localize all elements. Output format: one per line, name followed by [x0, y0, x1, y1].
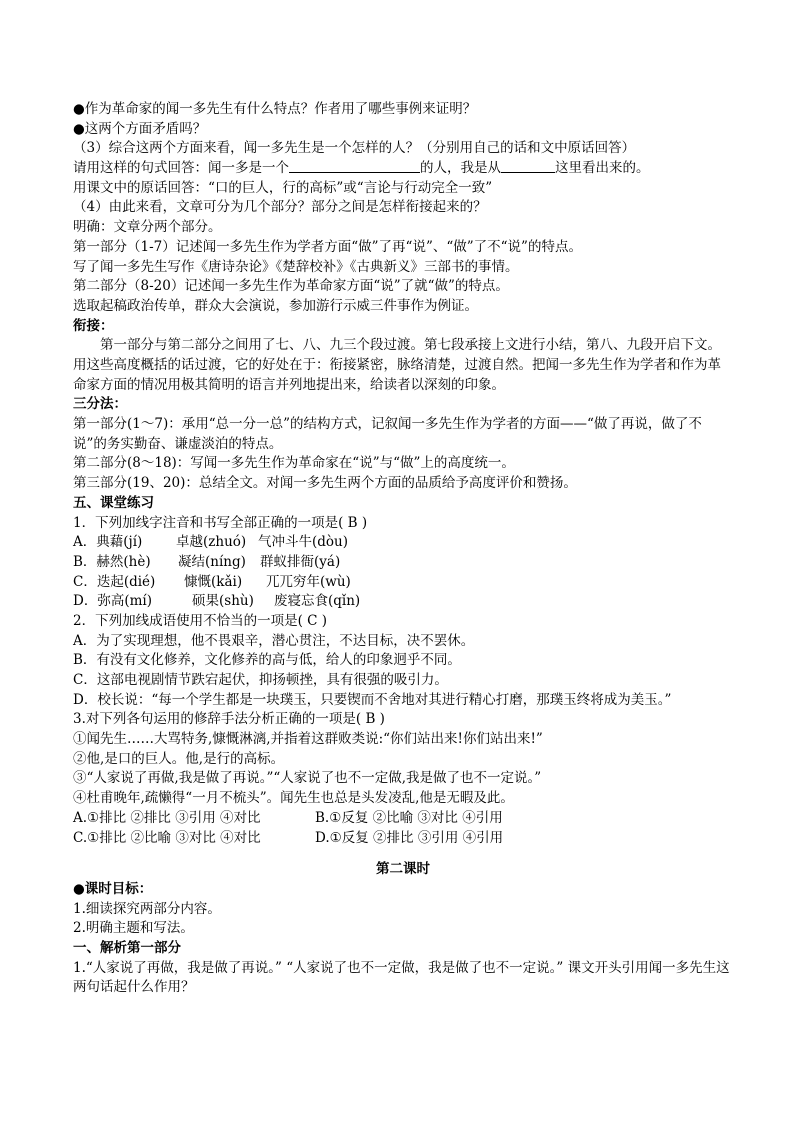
exercise-3-options-ab — [73, 809, 733, 829]
analysis-question-1: 1.“人家说了再做，我是做了再说。” “人家说了也不一定做，我是做了也不一定说。” 课文开头引用闻一多先生这两句话起什么作用？ — [73, 959, 730, 996]
question-3: （3）综合这两个方面来看，闻一多先生是一个怎样的人？（分别用自己的话和文中原话回答） — [73, 140, 636, 157]
option-word: 废寝忘食(qǐn) — [274, 593, 361, 610]
exercise-1-option-a — [73, 533, 733, 553]
exercise-heading: 五、课堂练习 — [73, 494, 154, 511]
option-word: 凝结(níng) — [178, 553, 246, 570]
exercise-3-sentence-1: ①闻先生……大骂特务,慷慨淋漓,并指着这群败类说:“你们站出来!你们站出来!” — [73, 731, 543, 748]
own-words-answer — [73, 159, 733, 179]
three-part-3: 第三部分(19、20)：总结全文。对闻一多先生两个方面的品质给予高度评价和赞扬。 — [73, 475, 577, 492]
option-a: A.①排比 ②排比 ③引用 ④对比 — [73, 809, 261, 826]
option-c: C.①排比 ②比喻 ③对比 ④对比 — [73, 829, 261, 846]
three-part-2: 第二部分(8～18)：写闻一多先生作为革命家在“说”与“做”上的高度统一。 — [73, 455, 515, 472]
transition-paragraph: 第一部分与第二部分之间用了七、八、九三个段过渡。第七段承接上文进行小结，第八、九段开启下文。用这些高度概括的话过渡，它的好处在于：衔接紧密，脉络清楚，过渡自然。把闻一多先生作为学者和作为革命家方面的情况用极其简明的语言并列地提出来，给读者以深刻的印象。 — [73, 337, 721, 393]
exercise-2-option-a: A．为了实现理想，他不畏艰辛，潜心贯注，不达目标，决不罢休。 — [73, 632, 475, 649]
question-bullet-1: ●作为革命家的闻一多先生有什么特点？作者用了哪些事例来证明？ — [73, 101, 477, 117]
exercise-2-option-b: B．有没有文化修养，文化修养的高与低，给人的印象迥乎不同。 — [73, 652, 461, 669]
option-d: D.①反复 ②排比 ③引用 ④引用 — [315, 829, 504, 846]
three-part-1: 第一部分(1～7)：承用“总一分一总”的结构方式，记叙闻一多先生作为学者的方面——“做了再说，做了不说”的务实勤奋、谦虚淡泊的特点。 — [73, 416, 702, 452]
own-words-prefix: 请用这样的句式回答：闻一多是一个 — [73, 160, 289, 177]
option-word: D．弥高(mí) — [73, 593, 152, 610]
own-words-middle: 的人，我是从 — [420, 160, 501, 177]
option-word: C．迭起(dié) — [73, 573, 156, 590]
exercise-2-option-c: C．这部电视剧情节跌宕起伏，抑扬顿挫，具有很强的吸引力。 — [73, 672, 448, 689]
exercise-1-option-c — [73, 573, 733, 593]
option-word: 慷慨(kǎi) — [184, 573, 243, 590]
part2-detail: 选取起稿政治传单，群众大会演说，参加游行示威三件事作为例证。 — [73, 297, 478, 314]
exercise-3-options-cd — [73, 829, 733, 849]
analysis-heading: 一、解析第一部分 — [73, 939, 181, 956]
exercise-1-option-b — [73, 553, 733, 573]
option-word: 兀兀穷年(wù) — [266, 573, 351, 590]
three-part-heading: 三分法： — [73, 396, 127, 413]
exercise-3-question: 3.对下列各句运用的修辞手法分析正确的一项是( B ) — [73, 711, 385, 728]
part1-summary: 第一部分（1-7）记述闻一多先生作为学者方面“做”了再“说”、“做”了不“说”的特点。 — [73, 238, 582, 255]
transition-heading: 衔接： — [73, 317, 114, 334]
fill-blank-1 — [289, 159, 420, 173]
answer-line: 明确：文章分两个部分。 — [73, 219, 222, 236]
fill-blank-2 — [501, 159, 555, 173]
exercise-1-option-d — [73, 592, 733, 612]
exercise-2-question: 2．下列加线成语使用不恰当的一项是( C ) — [73, 612, 328, 629]
section-gap — [73, 848, 733, 860]
option-word: 群蚁排衙(yá) — [260, 553, 341, 570]
option-word: 卓越(zhuó) — [176, 534, 247, 551]
goals-heading: ●课时目标： — [73, 880, 153, 897]
exercise-2-option-d: D．校长说：“每一个学生都是一块璞玉，只要锲而不舍地对其进行精心打磨，那璞玉终将成为美玉。” — [73, 691, 672, 708]
option-word: B．赫然(hè) — [73, 553, 151, 570]
question-4: （4）由此来看，文章可分为几个部分？部分之间是怎样衔接起来的？ — [73, 199, 487, 216]
own-words-suffix: 这里看出来的。 — [555, 160, 650, 177]
exercise-3-sentence-2: ②他,是口的巨人。他,是行的高标。 — [73, 750, 285, 767]
goal-2: 2.明确主题和写法。 — [73, 920, 194, 937]
option-word: 硕果(shù) — [192, 593, 254, 610]
goal-1: 1.细读探究两部分内容。 — [73, 900, 221, 917]
option-word: A．典藉(jí) — [73, 534, 143, 551]
option-b: B.①反复 ②比喻 ③对比 ④引用 — [315, 809, 503, 826]
lesson-2-title: 第二课时 — [376, 861, 430, 878]
option-word: 气冲斗牛(dòu) — [258, 534, 348, 551]
question-bullet-2: ●这两个方面矛盾吗？ — [73, 120, 207, 137]
exercise-3-sentence-3: ③“人家说了再做,我是做了再说。”“人家说了也不一定做,我是做了也不一定说。” — [73, 770, 542, 787]
exercise-3-sentence-4: ④杜甫晚年,疏懒得“一月不梳头”。闻先生也总是头发凌乱,他是无暇及此。 — [73, 790, 514, 807]
document-page — [73, 100, 733, 998]
part1-detail: 写了闻一多先生写作《唐诗杂论》《楚辞校补》《古典新义》三部书的事情。 — [73, 258, 519, 275]
exercise-1-question: 1．下列加线字注音和书写全部正确的一项是( B ) — [73, 514, 368, 531]
part2-summary: 第二部分（8-20）记述闻一多先生作为革命家方面“说”了就“做”的特点。 — [73, 278, 509, 295]
original-words-answer: 用课文中的原话回答：“口的巨人，行的高标”或“言论与行动完全一致” — [73, 179, 493, 196]
